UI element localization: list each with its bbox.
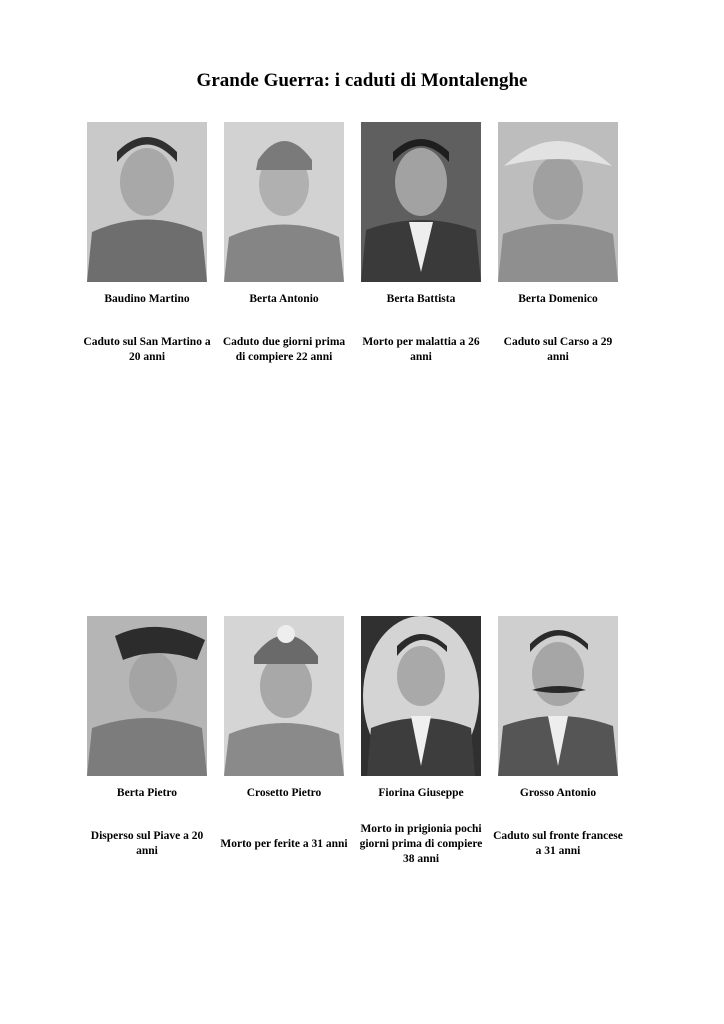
soldier-fate: Caduto sul San Martino a 20 anni [83, 336, 211, 363]
soldier-name: Berta Battista [386, 293, 456, 305]
portrait-photo [498, 122, 618, 282]
soldier-card [352, 616, 490, 872]
soldier-fate: Morto per ferite a 31 anni [220, 837, 348, 850]
page-title: Grande Guerra: i caduti di Montalenghe [196, 70, 528, 91]
soldier-name: Baudino Martino [104, 293, 190, 305]
soldier-fate: Morto in prigionia pochi giorni prima di compiere 38 anni [359, 822, 483, 865]
soldier-card [78, 616, 216, 872]
soldier-name: Berta Domenico [518, 293, 598, 305]
portrait-photo [224, 616, 344, 776]
portrait-photo [87, 616, 207, 776]
portrait-photo [361, 122, 481, 282]
portrait-photo [498, 616, 618, 776]
soldier-name: Berta Antonio [249, 293, 319, 305]
soldier-name: Crosetto Pietro [246, 787, 322, 799]
portrait-photo [224, 122, 344, 282]
soldier-card [489, 122, 627, 378]
portrait-photo [87, 122, 207, 282]
soldier-fate: Caduto sul Carso a 29 anni [503, 336, 613, 363]
soldier-name: Grosso Antonio [519, 787, 597, 799]
soldier-fate: Morto per malattia a 26 anni [362, 336, 480, 363]
soldier-card [215, 616, 353, 872]
soldier-card [215, 122, 353, 378]
soldier-card [352, 122, 490, 378]
soldier-card [489, 616, 627, 872]
soldier-fate: Disperso sul Piave a 20 anni [90, 830, 204, 857]
soldier-card [78, 122, 216, 378]
soldier-name: Berta Pietro [116, 787, 178, 799]
soldier-fate: Caduto due giorni prima di compiere 22 anni [222, 336, 346, 363]
portrait-photo [361, 616, 481, 776]
soldier-name: Fiorina Giuseppe [378, 787, 464, 799]
soldier-fate: Caduto sul fronte francese a 31 anni [493, 830, 623, 857]
